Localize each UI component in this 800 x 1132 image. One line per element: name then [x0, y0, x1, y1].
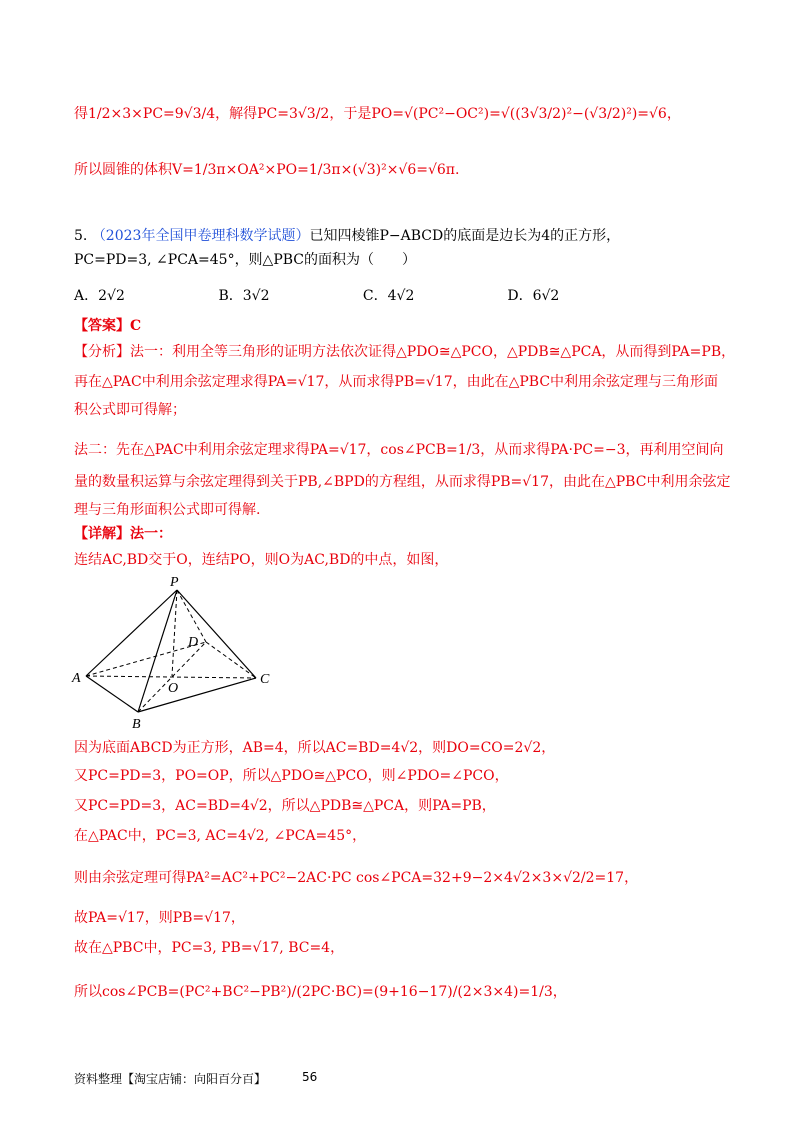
footer-text: 资料整理【淘宝店铺：向阳百分百】	[74, 1072, 267, 1086]
step-8: 所以cos∠PCB=(PC²+BC²−PB²)/(2PC·BC)=(9+16−17)/(2×3×4)=1/3，	[74, 984, 567, 1000]
step-2: 又PC=PD=3，PO=OP，所以△PDO≅△PCO，则∠PDO=∠PCO，	[74, 768, 509, 784]
detail-label: 【详解】法一：	[74, 526, 172, 542]
label-d: D	[188, 635, 199, 650]
question-5-heading	[74, 226, 740, 246]
answer-label: 【答案】C	[74, 318, 142, 334]
option-b: B．3√2	[218, 288, 270, 304]
step-1: 因为底面ABCD为正方形，AB=4，所以AC=BD=4√2，则DO=CO=2√2，	[74, 740, 556, 756]
option-d: D．6√2	[507, 288, 560, 304]
method2-line-2: 量的数量积运算与余弦定理得到关于PB,∠BPD的方程组，从而求得PB=√17，由此在△PBC中利用余弦定	[74, 474, 731, 490]
question-source: （2023年全国甲卷理科数学试题）	[91, 228, 310, 244]
analysis-line-1: 【分析】法一：利用全等三角形的证明方法依次证得△PDO≅△PCO，△PDB≅△PCA，从而得到PA=PB，	[74, 344, 736, 360]
analysis-line-3: 积公式即可得解；	[74, 402, 186, 418]
question-number: 5.	[74, 228, 88, 244]
label-a: A	[72, 671, 81, 686]
label-p: P	[170, 575, 179, 590]
question-text-2: PC=PD=3, ∠PCA=45°，则△PBC的面积为（ ）	[74, 252, 417, 268]
label-o: O	[168, 681, 179, 696]
step-4: 在△PAC中，PC=3, AC=4√2, ∠PCA=45°，	[74, 828, 367, 844]
step-5: 则由余弦定理可得PA²=AC²+PC²−2AC·PC cos∠PCA=32+9−2×4√2×3×√2/2=17，	[74, 870, 639, 886]
analysis-line-2: 再在△PAC中利用余弦定理求得PA=√17，从而求得PB=√17，由此在△PBC中利用余弦定理与三角形面	[74, 374, 719, 390]
label-b: B	[132, 717, 141, 732]
question-text: 已知四棱锥P−ABCD的底面是边长为4的正方形，	[309, 228, 621, 244]
line-solution-2: 所以圆锥的体积V=1/3π×OA²×PO=1/3π×(√3)²×√6=√6π.	[74, 162, 460, 178]
pyramid-diagram	[70, 572, 290, 732]
step-3: 又PC=PD=3，AC=BD=4√2，所以△PDB≅△PCA，则PA=PB，	[74, 798, 496, 814]
option-a: A．2√2	[74, 288, 125, 304]
label-c: C	[260, 672, 270, 687]
connect-line: 连结AC,BD交于O，连结PO，则O为AC,BD的中点，如图，	[74, 552, 449, 568]
step-7: 故在△PBC中，PC=3, PB=√17, BC=4，	[74, 940, 345, 956]
method2-line-1: 法二：先在△PAC中利用余弦定理求得PA=√17，cos∠PCB=1/3，从而求得PA·PC=−3，再利用空间向	[74, 442, 724, 458]
option-c: C．4√2	[362, 288, 415, 304]
options-row	[74, 286, 740, 306]
step-6: 故PA=√17，则PB=√17，	[74, 910, 245, 926]
page-number: 56	[302, 1070, 318, 1084]
method2-line-3: 理与三角形面积公式即可得解.	[74, 502, 261, 518]
line-solution-1: 得1/2×3×PC=9√3/4，解得PC=3√3/2，于是PO=√(PC²−OC²)=√((3√3/2)²−(√3/2)²)=√6，	[74, 106, 681, 122]
